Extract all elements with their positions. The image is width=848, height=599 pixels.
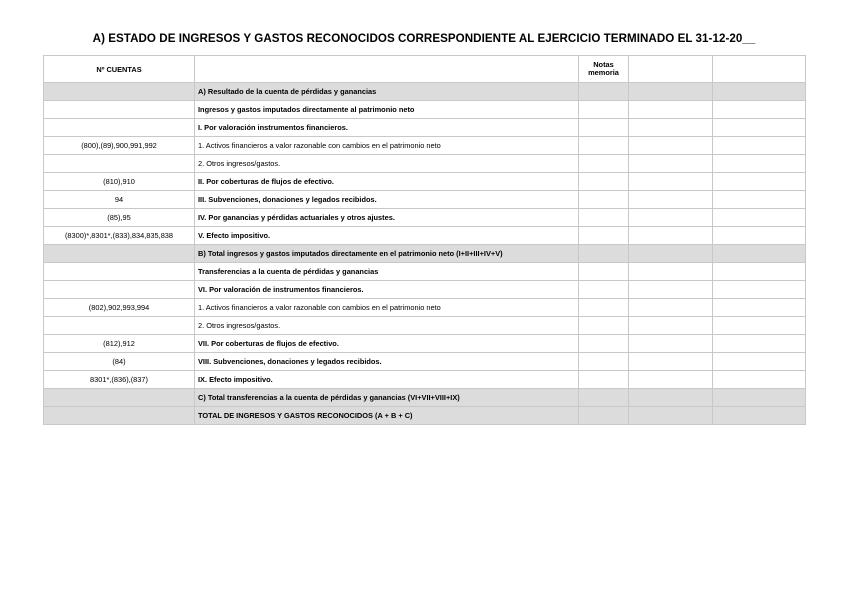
amount-previous-cell bbox=[713, 155, 806, 173]
amount-current-cell bbox=[629, 245, 713, 263]
amount-previous-cell bbox=[713, 389, 806, 407]
amount-current-cell bbox=[629, 317, 713, 335]
amount-previous-cell bbox=[713, 137, 806, 155]
amount-current-cell bbox=[629, 101, 713, 119]
header-notas-line2: memoria bbox=[588, 68, 619, 77]
concept-cell: IX. Efecto impositivo. bbox=[195, 371, 579, 389]
amount-current-cell bbox=[629, 155, 713, 173]
amount-previous-cell bbox=[713, 209, 806, 227]
account-numbers-cell bbox=[44, 407, 195, 425]
account-numbers-cell: (85),95 bbox=[44, 209, 195, 227]
concept-cell: VI. Por valoración de instrumentos financieros. bbox=[195, 281, 579, 299]
amount-previous-cell bbox=[713, 119, 806, 137]
table-row bbox=[44, 353, 806, 371]
amount-current-cell bbox=[629, 281, 713, 299]
amount-previous-cell bbox=[713, 263, 806, 281]
table-row bbox=[44, 119, 806, 137]
notes-cell bbox=[579, 137, 629, 155]
account-numbers-cell: (812),912 bbox=[44, 335, 195, 353]
amount-previous-cell bbox=[713, 83, 806, 101]
notes-cell bbox=[579, 317, 629, 335]
notes-cell bbox=[579, 263, 629, 281]
amount-current-cell bbox=[629, 209, 713, 227]
amount-previous-cell bbox=[713, 245, 806, 263]
account-numbers-cell: (810),910 bbox=[44, 173, 195, 191]
concept-cell: 2. Otros ingresos/gastos. bbox=[195, 155, 579, 173]
amount-previous-cell bbox=[713, 173, 806, 191]
notes-cell bbox=[579, 299, 629, 317]
header-notas-line1: Notas bbox=[593, 60, 614, 69]
notes-cell bbox=[579, 155, 629, 173]
account-numbers-cell: (8300)*,8301*,(833),834,835,838 bbox=[44, 227, 195, 245]
amount-previous-cell bbox=[713, 407, 806, 425]
concept-cell: III. Subvenciones, donaciones y legados recibidos. bbox=[195, 191, 579, 209]
account-numbers-cell bbox=[44, 119, 195, 137]
account-numbers-cell bbox=[44, 281, 195, 299]
concept-cell: TOTAL DE INGRESOS Y GASTOS RECONOCIDOS (A + B + C) bbox=[195, 407, 579, 425]
amount-previous-cell bbox=[713, 353, 806, 371]
notes-cell bbox=[579, 281, 629, 299]
account-numbers-cell bbox=[44, 389, 195, 407]
account-numbers-cell bbox=[44, 101, 195, 119]
header-year-current bbox=[629, 56, 713, 83]
amount-previous-cell bbox=[713, 299, 806, 317]
account-numbers-cell bbox=[44, 245, 195, 263]
account-numbers-cell: 94 bbox=[44, 191, 195, 209]
table-row bbox=[44, 389, 806, 407]
table-row bbox=[44, 263, 806, 281]
amount-current-cell bbox=[629, 389, 713, 407]
notes-cell bbox=[579, 209, 629, 227]
concept-cell: VIII. Subvenciones, donaciones y legados recibidos. bbox=[195, 353, 579, 371]
table-row bbox=[44, 155, 806, 173]
notes-cell bbox=[579, 83, 629, 101]
account-numbers-cell bbox=[44, 83, 195, 101]
concept-cell: 1. Activos financieros a valor razonable con cambios en el patrimonio neto bbox=[195, 299, 579, 317]
notes-cell bbox=[579, 353, 629, 371]
header-year-previous bbox=[713, 56, 806, 83]
concept-cell: 1. Activos financieros a valor razonable con cambios en el patrimonio neto bbox=[195, 137, 579, 155]
concept-cell: II. Por coberturas de flujos de efectivo. bbox=[195, 173, 579, 191]
concept-cell: V. Efecto impositivo. bbox=[195, 227, 579, 245]
amount-current-cell bbox=[629, 335, 713, 353]
concept-cell: A) Resultado de la cuenta de pérdidas y ganancias bbox=[195, 83, 579, 101]
table-row bbox=[44, 299, 806, 317]
account-numbers-cell bbox=[44, 317, 195, 335]
amount-current-cell bbox=[629, 299, 713, 317]
table-row bbox=[44, 371, 806, 389]
amount-current-cell bbox=[629, 119, 713, 137]
account-numbers-cell: (802),902,993,994 bbox=[44, 299, 195, 317]
amount-previous-cell bbox=[713, 317, 806, 335]
concept-cell: Transferencias a la cuenta de pérdidas y ganancias bbox=[195, 263, 579, 281]
amount-current-cell bbox=[629, 371, 713, 389]
amount-current-cell bbox=[629, 173, 713, 191]
table-row bbox=[44, 209, 806, 227]
amount-current-cell bbox=[629, 263, 713, 281]
amount-previous-cell bbox=[713, 191, 806, 209]
amount-previous-cell bbox=[713, 281, 806, 299]
notes-cell bbox=[579, 191, 629, 209]
account-numbers-cell bbox=[44, 263, 195, 281]
table-row bbox=[44, 173, 806, 191]
notes-cell bbox=[579, 389, 629, 407]
notes-cell bbox=[579, 119, 629, 137]
table-row bbox=[44, 137, 806, 155]
concept-cell: 2. Otros ingresos/gastos. bbox=[195, 317, 579, 335]
concept-cell: C) Total transferencias a la cuenta de pérdidas y ganancias (VI+VII+VIII+IX) bbox=[195, 389, 579, 407]
concept-cell: IV. Por ganancias y pérdidas actuariales y otros ajustes. bbox=[195, 209, 579, 227]
table-row bbox=[44, 101, 806, 119]
table-row bbox=[44, 191, 806, 209]
amount-previous-cell bbox=[713, 227, 806, 245]
concept-cell: I. Por valoración instrumentos financieros. bbox=[195, 119, 579, 137]
concept-cell: Ingresos y gastos imputados directamente al patrimonio neto bbox=[195, 101, 579, 119]
account-numbers-cell: 8301*,(836),(837) bbox=[44, 371, 195, 389]
header-concepto bbox=[195, 56, 579, 83]
amount-previous-cell bbox=[713, 335, 806, 353]
amount-current-cell bbox=[629, 353, 713, 371]
table-row bbox=[44, 227, 806, 245]
account-numbers-cell: (84) bbox=[44, 353, 195, 371]
concept-cell: B) Total ingresos y gastos imputados directamente en el patrimonio neto (I+II+III+IV+V) bbox=[195, 245, 579, 263]
table-row bbox=[44, 245, 806, 263]
amount-current-cell bbox=[629, 407, 713, 425]
table-row bbox=[44, 83, 806, 101]
notes-cell bbox=[579, 335, 629, 353]
document-title: A) ESTADO DE INGRESOS Y GASTOS RECONOCIDOS CORRESPONDIENTE AL EJERCICIO TERMINADO EL 31-12-20__ bbox=[92, 32, 756, 45]
table-row bbox=[44, 407, 806, 425]
header-cuentas: Nº CUENTAS bbox=[44, 56, 195, 83]
notes-cell bbox=[579, 371, 629, 389]
amount-current-cell bbox=[629, 227, 713, 245]
notes-cell bbox=[579, 407, 629, 425]
amount-current-cell bbox=[629, 191, 713, 209]
statement-table bbox=[43, 55, 806, 425]
table-row bbox=[44, 317, 806, 335]
concept-cell: VII. Por coberturas de flujos de efectivo. bbox=[195, 335, 579, 353]
account-numbers-cell: (800),(89),900,991,992 bbox=[44, 137, 195, 155]
header-notas-memoria bbox=[579, 56, 629, 83]
table-row bbox=[44, 335, 806, 353]
notes-cell bbox=[579, 245, 629, 263]
table-row bbox=[44, 281, 806, 299]
amount-current-cell bbox=[629, 83, 713, 101]
amount-previous-cell bbox=[713, 101, 806, 119]
notes-cell bbox=[579, 227, 629, 245]
notes-cell bbox=[579, 101, 629, 119]
amount-current-cell bbox=[629, 137, 713, 155]
header-row bbox=[44, 56, 806, 83]
notes-cell bbox=[579, 173, 629, 191]
account-numbers-cell bbox=[44, 155, 195, 173]
amount-previous-cell bbox=[713, 371, 806, 389]
